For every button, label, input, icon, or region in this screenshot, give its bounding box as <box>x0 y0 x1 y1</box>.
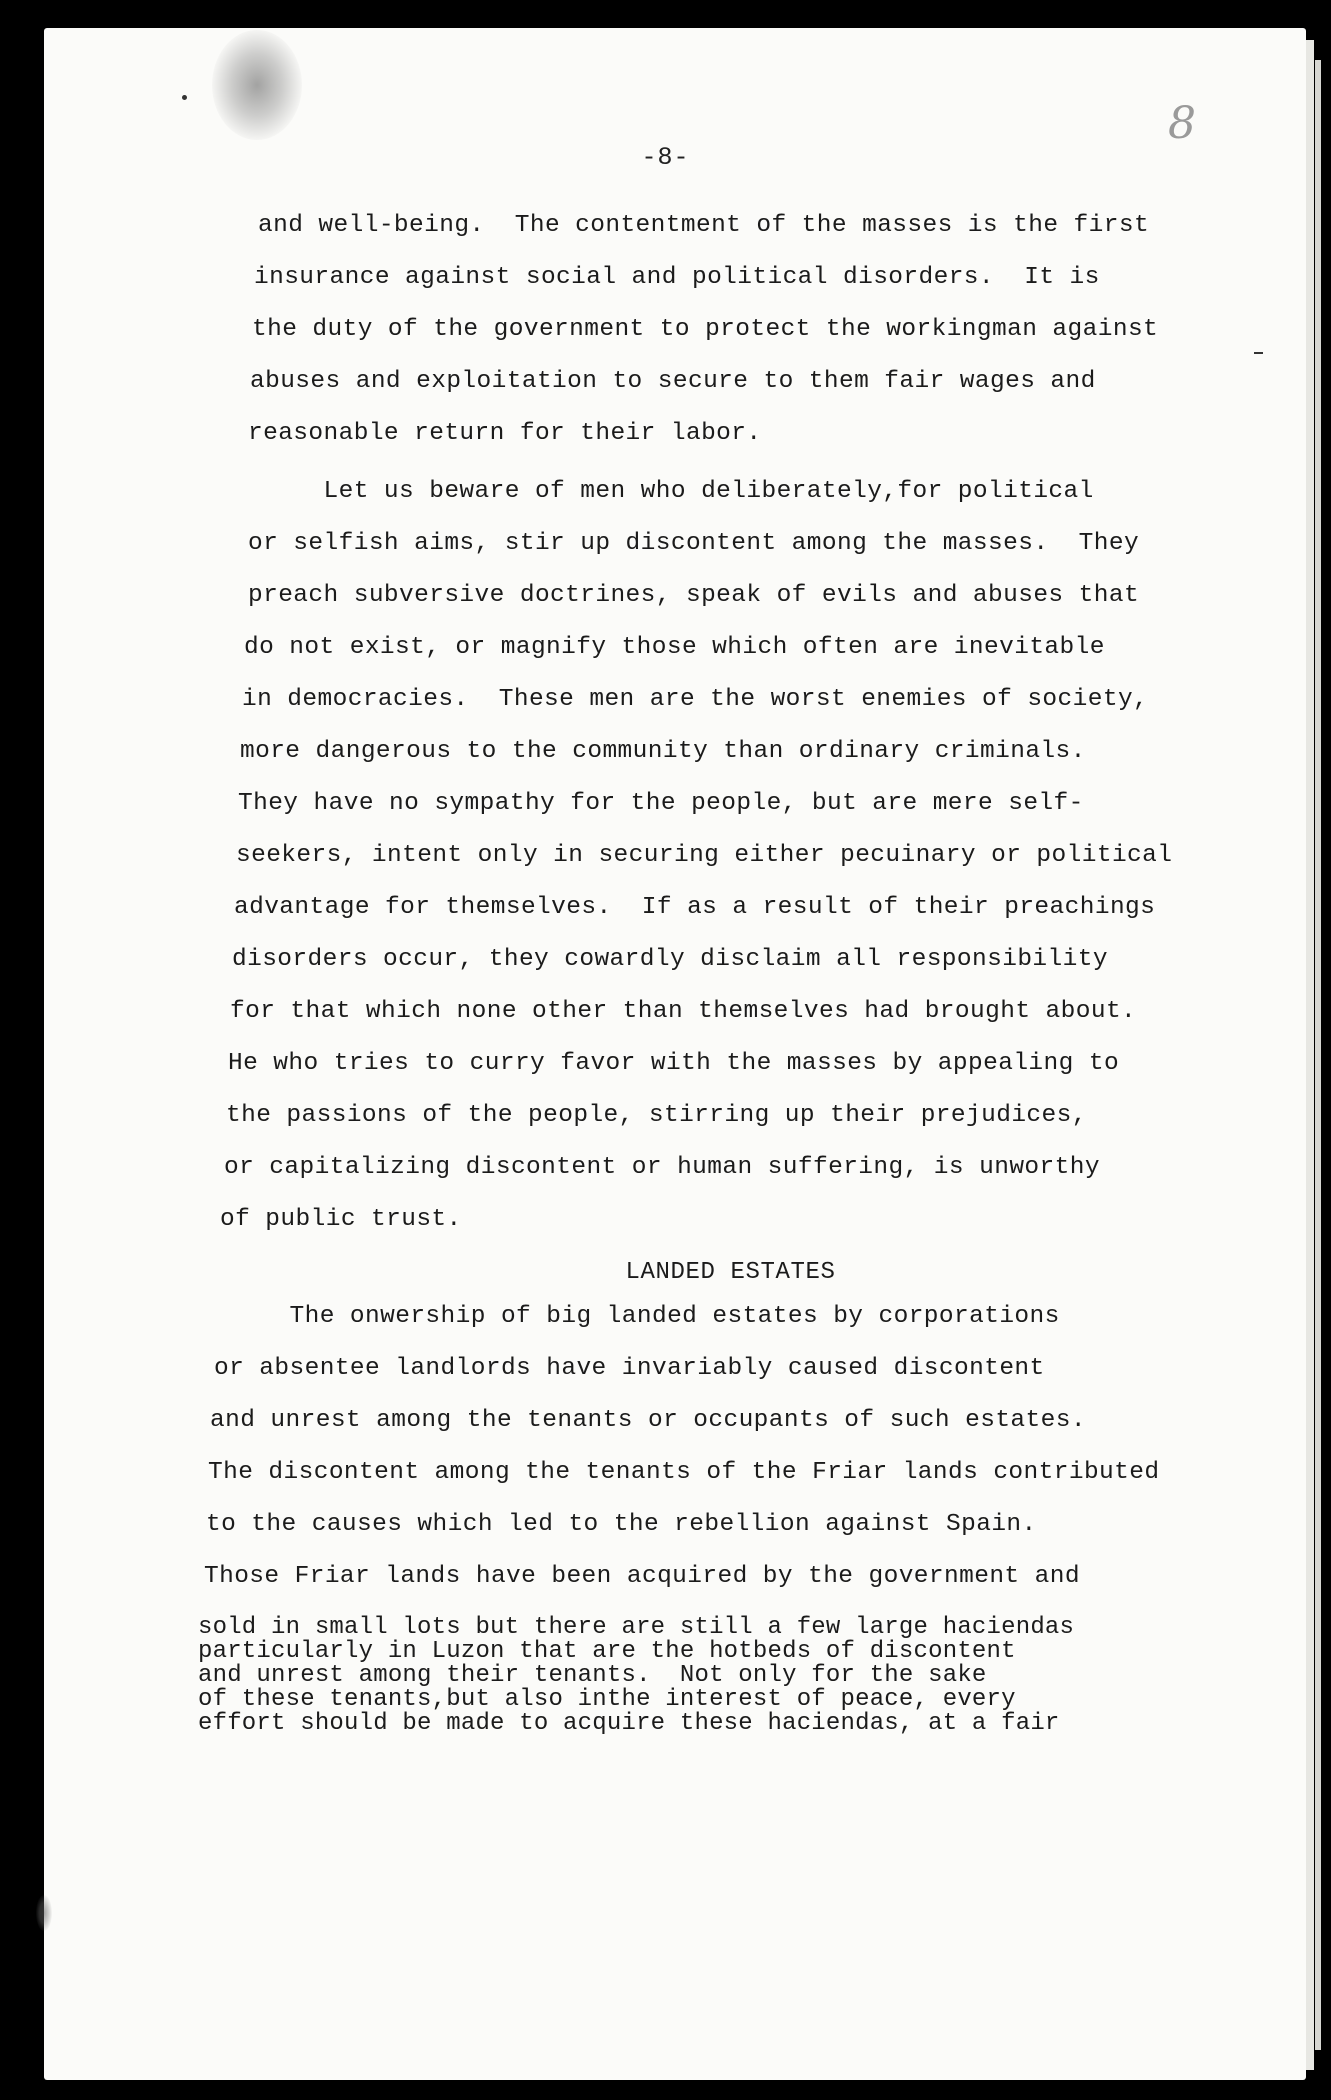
text-line: and well-being. The contentment of the masses is the first <box>258 212 1150 239</box>
text-line: Let us beware of men who deliberately,for political <box>248 478 1094 505</box>
text-line: of public trust. <box>220 1206 462 1233</box>
text-line: the duty of the government to protect the workingman against <box>252 316 1159 343</box>
handwritten-page-number: 8 <box>1168 98 1196 149</box>
ink-smudge <box>36 1895 52 1931</box>
text-line: The onwership of big landed estates by corporations <box>214 1303 1060 1330</box>
text-line: or selfish aims, stir up discontent among the masses. They <box>248 530 1140 557</box>
text-line: do not exist, or magnify those which often are inevitable <box>244 634 1105 661</box>
text-line: abuses and exploitation to secure to them fair wages and <box>250 368 1096 395</box>
text-line: or absentee landlords have invariably caused discontent <box>214 1355 1045 1382</box>
text-line: They have no sympathy for the people, but are mere self- <box>238 790 1084 817</box>
text-line: more dangerous to the community than ordinary criminals. <box>240 738 1086 765</box>
text-line: He who tries to curry favor with the masses by appealing to <box>228 1050 1120 1077</box>
text-line: in democracies. These men are the worst enemies of society, <box>242 686 1149 713</box>
ink-speck <box>1254 352 1263 354</box>
text-line: advantage for themselves. If as a result of their preachings <box>234 894 1156 921</box>
text-line: disorders occur, they cowardly disclaim all responsibility <box>232 946 1108 973</box>
text-line: or capitalizing discontent or human suffering, is unworthy <box>224 1154 1100 1181</box>
text-line: preach subversive doctrines, speak of evils and abuses that <box>248 582 1140 609</box>
text-line: particularly in Luzon that are the hotbeds of discontent <box>198 1638 1016 1665</box>
text-line: and unrest among the tenants or occupants of such estates. <box>210 1407 1086 1434</box>
text-line: of these tenants,but also inthe interest of peace, every <box>198 1686 1016 1713</box>
text-line: reasonable return for their labor. <box>248 420 762 447</box>
text-line: Those Friar lands have been acquired by the government and <box>204 1563 1080 1590</box>
text-line: sold in small lots but there are still a few large haciendas <box>198 1614 1075 1641</box>
text-line: the passions of the people, stirring up their prejudices, <box>226 1102 1087 1129</box>
text-line: effort should be made to acquire these haciendas, at a fair <box>198 1710 1060 1737</box>
text-line: The discontent among the tenants of the Friar lands contributed <box>208 1459 1160 1486</box>
text-line: to the causes which led to the rebellion against Spain. <box>206 1511 1037 1538</box>
ink-smudge <box>212 30 302 140</box>
text-line: insurance against social and political disorders. It is <box>254 264 1100 291</box>
text-line: seekers, intent only in securing either pecuinary or political <box>236 842 1173 869</box>
text-line: and unrest among their tenants. Not only for the sake <box>198 1662 987 1689</box>
page-edge <box>1306 40 1314 2070</box>
page-edge-back <box>1315 60 1321 2050</box>
page-number: -8- <box>641 143 690 172</box>
text-line: for that which none other than themselves had brought about. <box>230 998 1137 1025</box>
ink-speck <box>182 95 187 100</box>
section-heading: LANDED ESTATES <box>625 1259 836 1286</box>
